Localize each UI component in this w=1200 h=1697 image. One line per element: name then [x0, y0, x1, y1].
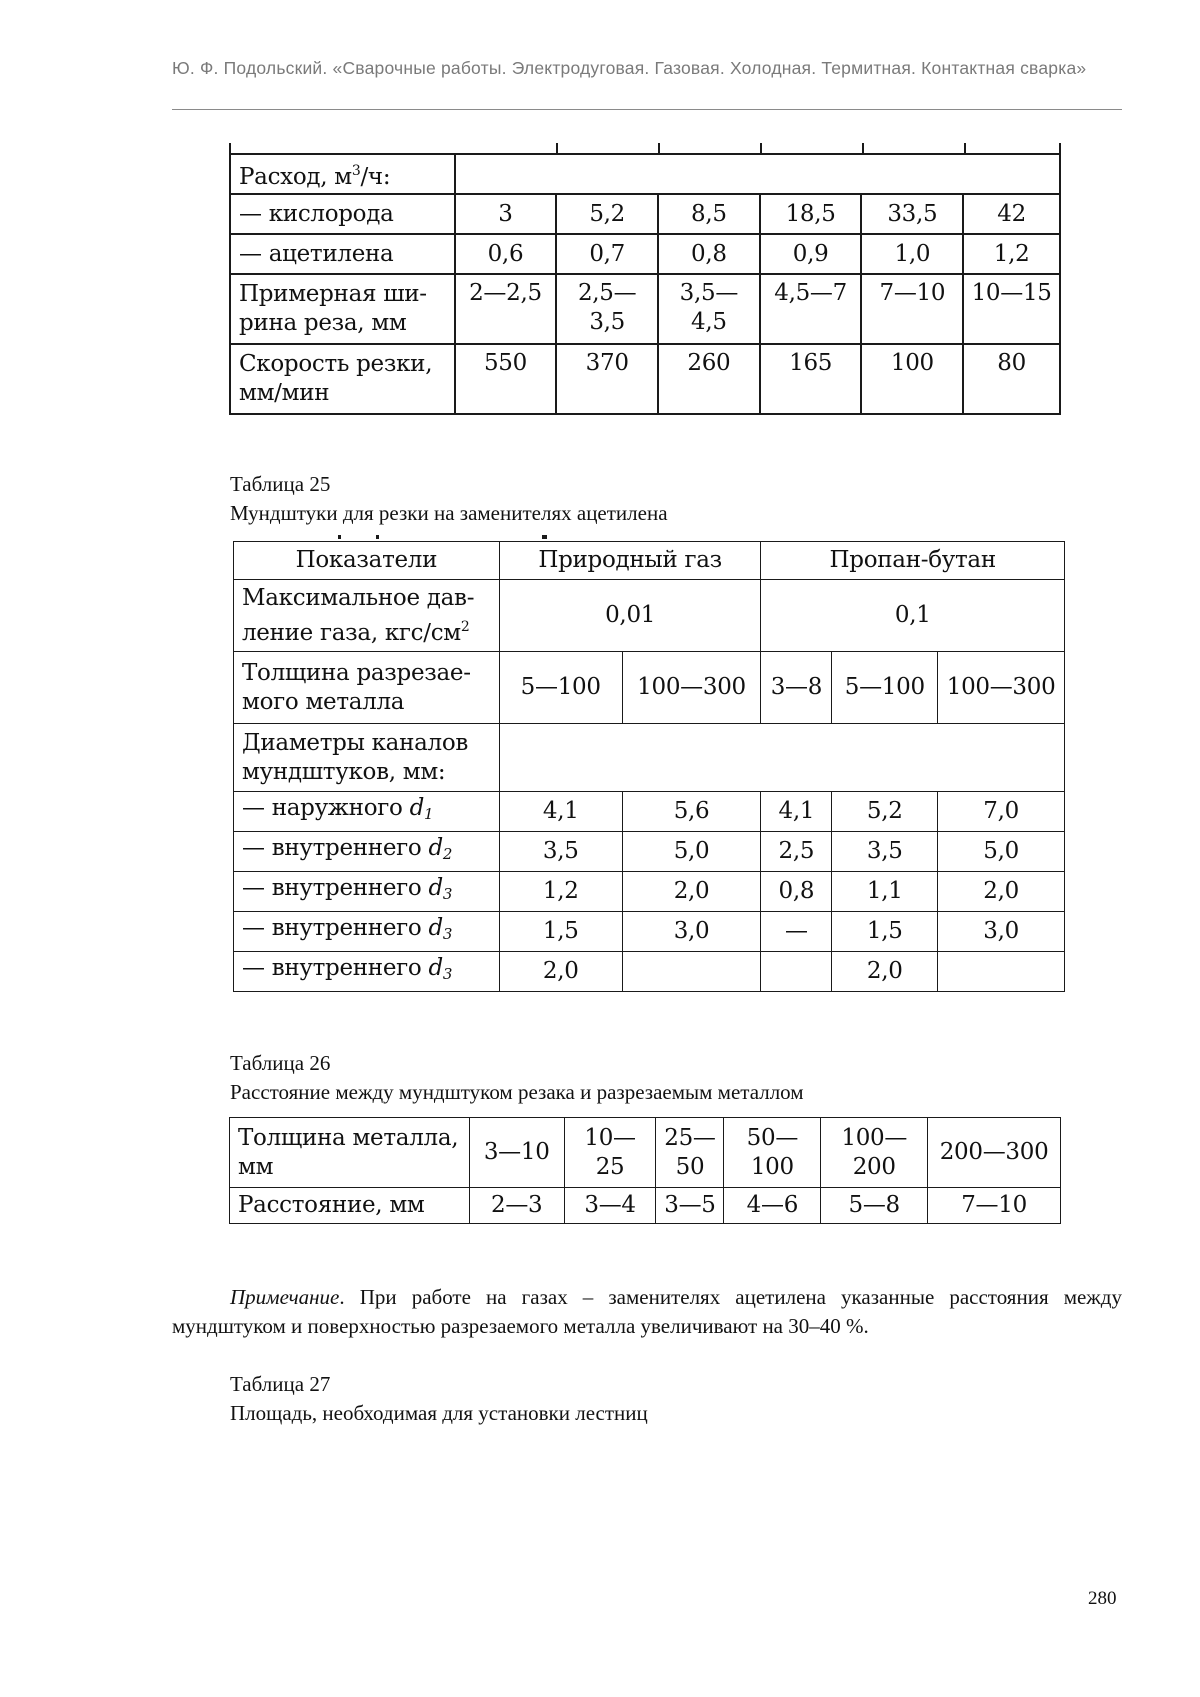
row-label: — внутреннего $d_3$	[234, 912, 500, 952]
row-label: Расход, $м^3/ч$:	[230, 154, 455, 194]
table-cell: 0,8	[658, 234, 760, 274]
table-cell: 1,0	[861, 234, 963, 274]
row-label: Скорость резки, мм/мин	[230, 344, 455, 414]
table-cell: —	[761, 912, 832, 952]
table-cell: 42	[963, 194, 1060, 234]
table-cell: 7—10	[861, 274, 963, 344]
table-26	[229, 1117, 1061, 1224]
running-header: Ю. Ф. Подольский. «Сварочные работы. Электродуговая. Газовая. Холодная. Термитная. Контактная сварка»	[172, 58, 1087, 78]
table-cell: 5—8	[821, 1188, 928, 1224]
table-cell: 2,5	[761, 832, 832, 872]
table-stub	[964, 143, 966, 153]
table-cell: 5,2	[556, 194, 658, 234]
table-cell: 2—2,5	[455, 274, 557, 344]
table-cell: 3,5	[832, 832, 938, 872]
table-cell: 5,0	[622, 832, 761, 872]
note-label: Примечание	[230, 1285, 340, 1309]
scan-artifact	[338, 535, 341, 539]
table-cell: 3—5	[656, 1188, 724, 1224]
table-stub	[862, 143, 864, 153]
table-cell: 4,1	[761, 792, 832, 832]
table-cell	[938, 952, 1065, 992]
table-cell: 0,7	[556, 234, 658, 274]
table-row	[234, 652, 1065, 724]
row-label: Расстояние, мм	[230, 1188, 470, 1224]
table-row	[234, 580, 1065, 652]
column-header: Природный газ	[499, 542, 761, 580]
table-cell: 550	[455, 344, 557, 414]
column-header: Показатели	[234, 542, 500, 580]
table-cell: 2,0	[499, 952, 622, 992]
table-header-row	[234, 542, 1065, 580]
table-cell: 5,6	[622, 792, 761, 832]
table-cell: 5—100	[499, 652, 622, 724]
table-cell: 50— 100	[724, 1118, 821, 1188]
table-stub	[760, 143, 762, 153]
table-cell: 0,8	[761, 872, 832, 912]
table-cell: 100— 200	[821, 1118, 928, 1188]
table-cell: 0,6	[455, 234, 557, 274]
table-cell: 0,9	[760, 234, 862, 274]
table-26-number: Таблица 26	[230, 1051, 331, 1075]
table-cell: 4,1	[499, 792, 622, 832]
table-25-number: Таблица 25	[230, 472, 331, 496]
table-cell: 10— 25	[564, 1118, 656, 1188]
table-27-number: Таблица 27	[230, 1372, 331, 1396]
table-stub	[556, 143, 558, 153]
scan-artifact	[542, 535, 547, 539]
table-cell: 7,0	[938, 792, 1065, 832]
row-label: — внутреннего $d_3$	[234, 872, 500, 912]
table-row	[234, 792, 1065, 832]
header-divider	[172, 109, 1122, 110]
table-cell: 370	[556, 344, 658, 414]
row-label: Толщина металла, мм	[230, 1118, 470, 1188]
table-cell: 3	[455, 194, 557, 234]
table-cell	[761, 952, 832, 992]
table-row	[230, 194, 1060, 234]
table-cell: 10—15	[963, 274, 1060, 344]
table-cell: 25— 50	[656, 1118, 724, 1188]
table-cell: 100	[861, 344, 963, 414]
table-cell: 5—100	[832, 652, 938, 724]
row-label: — внутреннего $d_3$	[234, 952, 500, 992]
table-cell: 7—10	[928, 1188, 1061, 1224]
table-cell: 3—8	[761, 652, 832, 724]
table-cell: 2,0	[622, 872, 761, 912]
table-27-title: Площадь, необходимая для установки лестниц	[230, 1401, 648, 1425]
table-row	[234, 832, 1065, 872]
table-cell: 2,0	[938, 872, 1065, 912]
table-row	[234, 912, 1065, 952]
table-cell: 3—10	[469, 1118, 564, 1188]
table-26-title: Расстояние между мундштуком резака и разрезаемым металлом	[230, 1080, 804, 1104]
row-label: Примерная ши- рина реза, мм	[230, 274, 455, 344]
table-cell: 3,5	[499, 832, 622, 872]
row-label: — внутреннего $d_2$	[234, 832, 500, 872]
table-25	[233, 541, 1065, 992]
table-row	[230, 1188, 1061, 1224]
row-label: Максимальное дав- ление газа, кгс/$см^2$	[234, 580, 500, 652]
table-cell: 1,5	[832, 912, 938, 952]
table-row	[230, 1118, 1061, 1188]
table-cell: 165	[760, 344, 862, 414]
table-row	[230, 274, 1060, 344]
table-cell: 100—300	[622, 652, 761, 724]
table-cell: 8,5	[658, 194, 760, 234]
table-stub	[658, 143, 660, 153]
table-cell: 3—4	[564, 1188, 656, 1224]
table-row	[234, 872, 1065, 912]
table-cell: 0,01	[499, 580, 761, 652]
row-label: Толщина разрезае- мого металла	[234, 652, 500, 724]
table-cell: 1,2	[499, 872, 622, 912]
table-row	[230, 154, 1060, 194]
table-stub	[1059, 143, 1061, 153]
table-cell: 3,5— 4,5	[658, 274, 760, 344]
table-cell	[499, 724, 1064, 792]
table-cell: 1,1	[832, 872, 938, 912]
table-cell: 80	[963, 344, 1060, 414]
row-label: — ацетилена	[230, 234, 455, 274]
table-cell: 1,2	[963, 234, 1060, 274]
table-cell: 33,5	[861, 194, 963, 234]
table-cell: 4—6	[724, 1188, 821, 1224]
table-row	[234, 724, 1065, 792]
table-cell: 18,5	[760, 194, 862, 234]
table-cell: 4,5—7	[760, 274, 862, 344]
scan-artifact	[376, 535, 379, 539]
table-cell: 3,0	[622, 912, 761, 952]
table-cell: 3,0	[938, 912, 1065, 952]
table-row	[230, 234, 1060, 274]
table-cell: 2—3	[469, 1188, 564, 1224]
row-label: Диаметры каналов мундштуков, мм:	[234, 724, 500, 792]
page-number: 280	[1088, 1588, 1117, 1609]
table-row	[230, 344, 1060, 414]
row-label: — наружного $d_1$	[234, 792, 500, 832]
table-cell: 100—300	[938, 652, 1065, 724]
table-row	[234, 952, 1065, 992]
table-cell	[622, 952, 761, 992]
table-24-continuation	[229, 153, 1061, 415]
note-paragraph	[172, 1283, 1122, 1341]
table-cell: 0,1	[761, 580, 1065, 652]
table-cell: 2,0	[832, 952, 938, 992]
table-cell: 1,5	[499, 912, 622, 952]
table-stub	[229, 143, 231, 153]
table-cell: 5,0	[938, 832, 1065, 872]
table-cell: 260	[658, 344, 760, 414]
note-text: . При работе на газах – заменителях ацетилена указанные расстояния между мундштуком и поверхностью разрезаемого металла увеличивают на 30–40 %.	[172, 1285, 1122, 1338]
table-cell: 5,2	[832, 792, 938, 832]
table-cell	[455, 154, 1060, 194]
column-header: Пропан-бутан	[761, 542, 1065, 580]
table-cell: 2,5— 3,5	[556, 274, 658, 344]
row-label: — кислорода	[230, 194, 455, 234]
table-cell: 200—300	[928, 1118, 1061, 1188]
table-25-title: Мундштуки для резки на заменителях ацетилена	[230, 501, 668, 525]
